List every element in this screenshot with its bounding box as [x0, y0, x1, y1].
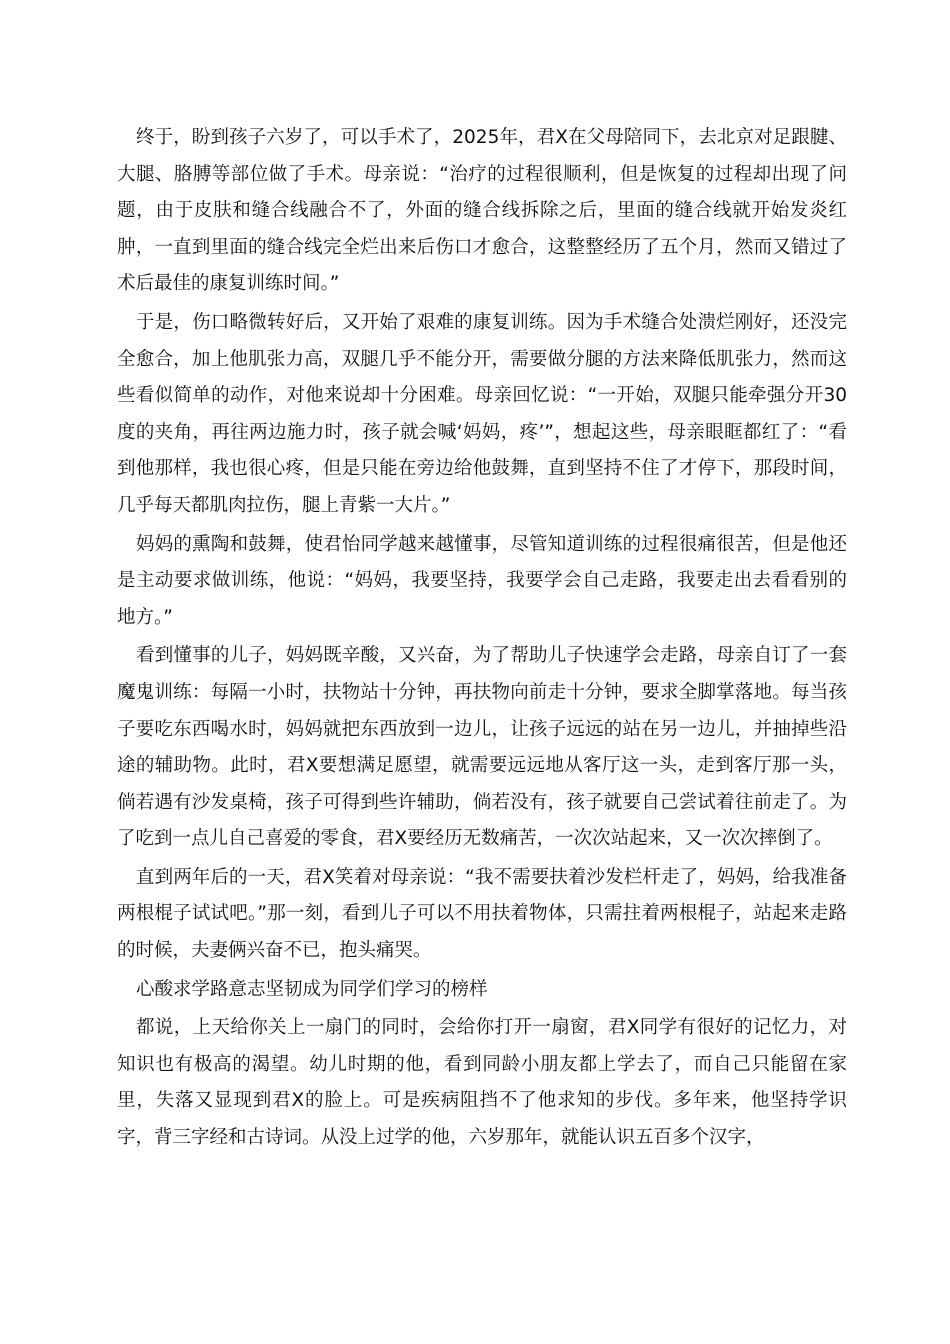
paragraph-training: 看到懂事的儿子，妈妈既辛酸，又兴奋，为了帮助儿子快速学会走路，母亲自订了一套魔鬼训练：每隔一小时，扶物站十分钟，再扶物向前走十分钟，要求全脚掌落地。每当孩子要吃东西喝水时，妈妈就把东西放到一边儿，让孩子远远的站在另一边儿，并抽掉些沿途的辅助物。此时，君X要想满足愿望，就需要远远地从客厅这一头，走到客厅那一头，倘若遇有沙发桌椅，孩子可得到些许辅助，倘若没有，孩子就要自己尝试着往前走了。为了吃到一点儿自己喜爱的零食，君X要经历无数痛苦，一次次站起来，又一次次摔倒了。 [117, 645, 847, 850]
section-heading: 心酸求学路意志坚韧成为同学们学习的榜样 [136, 978, 488, 1000]
paragraph-surgery: 终于，盼到孩子六岁了，可以手术了，2025年，君X在父母陪同下，去北京对足跟腱、大腿、胳膊等部位做了手术。母亲说：“治疗的过程很顺利，但是恢复的过程却出现了问题，由于皮肤和缝合线融合不了，外面的缝合线拆除之后，里面的缝合线就开始发炎红肿，一直到里面的缝合线完全烂出来后伤口才愈合，这整整经历了五个月，然而又错过了术后最佳的康复训练时间。” [117, 127, 847, 295]
paragraph-walking: 直到两年后的一天，君X笑着对母亲说：“我不需要扶着沙发栏杆走了，妈妈，给我准备两根棍子试试吧。”那一刻，看到儿子可以不用扶着物体，只需拄着两根棍子，站起来走路的时候，夫妻俩兴奋不已，抱头痛哭。 [117, 866, 847, 962]
paragraph-learning: 都说，上天给你关上一扇门的同时，会给你打开一扇窗，君X同学有很好的记忆力，对知识也有极高的渴望。幼儿时期的他，看到同龄小朋友都上学去了，而自己只能留在家里，失落又显现到君X的脸上。可是疾病阻挡不了他求知的步伐。多年来，他坚持学识字，背三字经和古诗词。从没上过学的他，六岁那年，就能认识五百多个汉字， [117, 1017, 847, 1149]
article-body [117, 120, 847, 1159]
paragraph-rehabilitation: 于是，伤口略微转好后，又开始了艰难的康复训练。因为手术缝合处溃烂刚好，还没完全愈合，加上他肌张力高，双腿几乎不能分开，需要做分腿的方法来降低肌张力，然而这些看似简单的动作，对他来说却十分困难。母亲回忆说：“一开始，双腿只能牵强分开30度的夹角，再往两边施力时，孩子就会喊‘妈妈，疼’”，想起这些，母亲眼眶都红了：“看到他那样，我也很心疼，但是只能在旁边给他鼓舞，直到坚持不住了才停下，那段时间，几乎每天都肌肉拉伤，腿上青紫一大片。” [117, 311, 847, 516]
paragraph-encouragement: 妈妈的熏陶和鼓舞，使君怡同学越来越懂事，尽管知道训练的过程很痛很苦，但是他还是主动要求做训练，他说：“妈妈，我要坚持，我要学会自己走路，我要走出去看看别的地方。” [117, 533, 847, 628]
